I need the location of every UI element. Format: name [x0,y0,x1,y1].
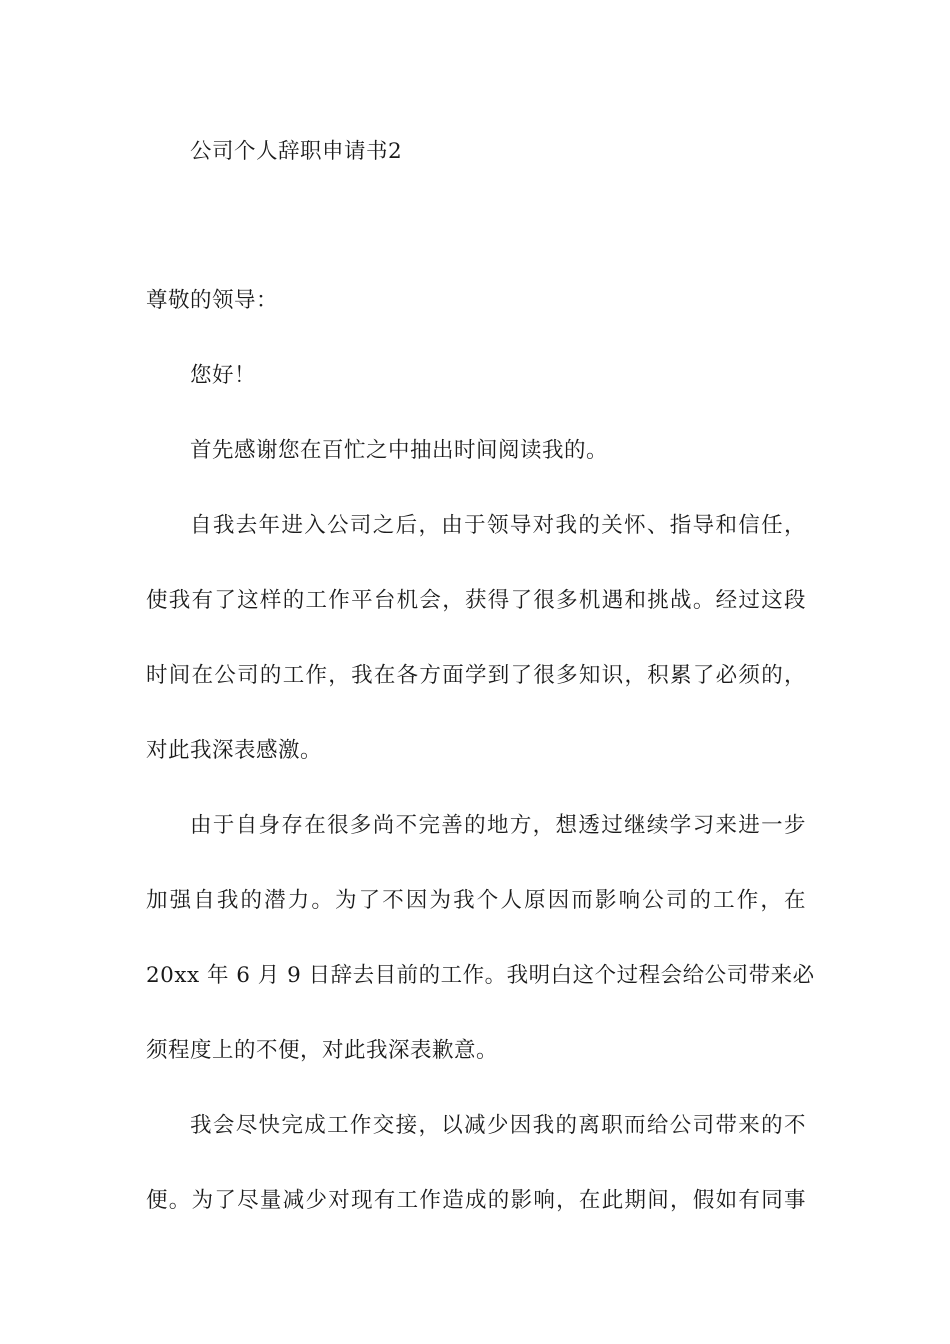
paragraph-line: 使我有了这样的工作平台机会，获得了很多机遇和挑战。经过这段 [146,588,806,613]
salutation: 尊敬的领导： [146,288,279,313]
paragraph-line: 须程度上的不便，对此我深表歉意。 [146,1038,499,1063]
greeting: 您好！ [190,363,257,388]
paragraph-line: 首先感谢您在百忙之中抽出时间阅读我的。 [190,438,609,463]
paragraph-line: 加强自我的潜力。为了不因为我个人原因而影响公司的工作，在 [146,888,806,913]
paragraph-line: 由于自身存在很多尚不完善的地方，想透过继续学习来进一步 [190,813,806,838]
paragraph-line: 便。为了尽量减少对现有工作造成的影响，在此期间，假如有同事 [146,1188,806,1213]
paragraph-line: 我会尽快完成工作交接，以减少因我的离职而给公司带来的不 [190,1113,806,1138]
paragraph-line: 对此我深表感激。 [146,738,323,763]
paragraph-line: 自我去年进入公司之后，由于领导对我的关怀、指导和信任， [190,513,806,538]
paragraph-line: 时间在公司的工作，我在各方面学到了很多知识，积累了必须的， [146,663,806,688]
paragraph-line: 20xx 年 6 月 9 日辞去目前的工作。我明白这个过程会给公司带来必 [146,963,815,988]
document-title: 公司个人辞职申请书2 [190,139,403,164]
